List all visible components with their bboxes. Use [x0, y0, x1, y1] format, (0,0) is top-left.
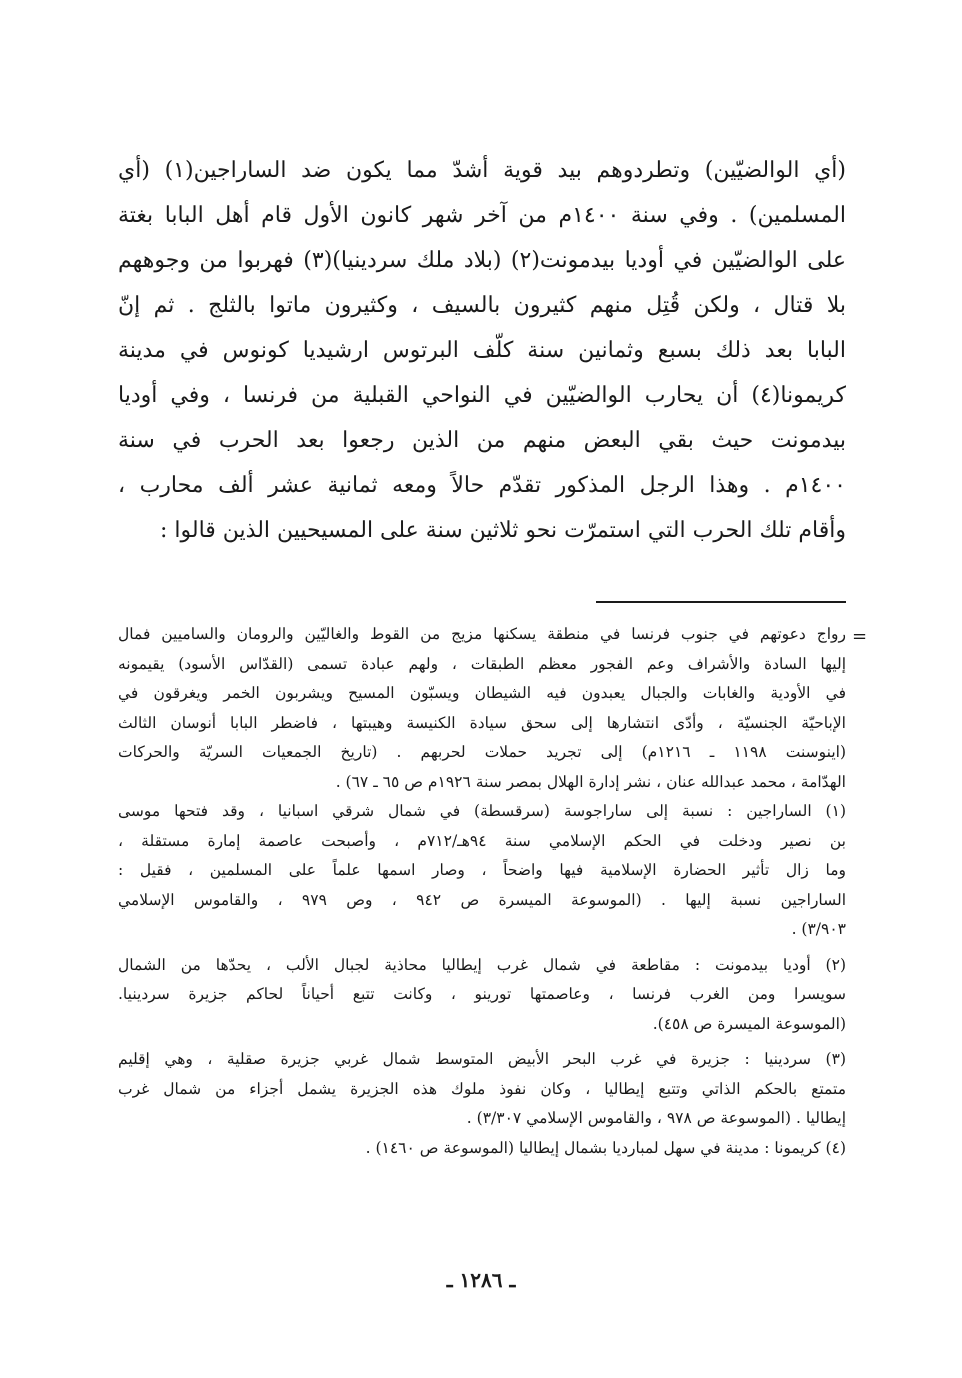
main-text-block [118, 148, 846, 553]
footnote-1 [118, 797, 846, 945]
footnote-4 [118, 1134, 846, 1164]
footnote-line: إليها السادة والأشراف وعم الفجور معظم الطبقات ، ولهم عبادة تسمى (القدّاس الأسود) يقيمونه [118, 654, 846, 673]
main-text-line: بيدمونت حيث بقي البعض منهم من الذين رجعوا بعد الحرب في سنة [118, 428, 846, 453]
footnote-line: (١) الساراجين : نسبة إلى ساراجوسة (سرقسطة) في شمال شرقي اسبانيا ، وقد فتحها موسى [118, 802, 846, 820]
footnote-line: ٣/٩٠٣) . [791, 920, 846, 938]
footnote-line: (٤) كريمونا : مدينة في سهل لمبارديا بشمال إيطاليا (الموسوعة ص ١٤٦٠) . [365, 1138, 846, 1157]
main-text-line: بلا قتال ، ولكن قُتِل منهم كثيرون بالسيف ، وكثيرون ماتوا بالثلج . ثم إنّ [118, 293, 846, 318]
footnote-line: الساراجين نسبة إليها . (الموسوعة الميسرة ص ٩٤٢ ، وص ٩٧٩ ، والقاموس الإسلامي [118, 890, 847, 909]
footnote-separator [596, 601, 846, 603]
footnote-line: متمتع بالحكم الذاتي وتتبع إيطاليا ، وكان نفوذ ملوك هذه الجزيرة يشمل أجزاء من شمال غرب [118, 1079, 846, 1098]
footnote-line: (اينوسنت ١١٩٨ ـ ١٢١٦م) إلى تجريد حملات لحربهم . (تاريخ الجمعيات السريّة والحركات [118, 743, 846, 761]
footnote-line: سويسرا ومن الغرب فرنسا ، وعاصمتها تورينو ، وكانت تتبع أحياناً لحاكم جزيرة سردينيا. [118, 985, 846, 1003]
footnote-line: (٣) سردينيا : جزيرة في غرب البحر الأبيض المتوسط شمال غربي جزيرة صقلية ، وهي إقليم [118, 1050, 846, 1068]
footnote-2 [118, 951, 846, 1040]
main-text-line: البابا بعد ذلك بسبع وثمانين سنة كلّف البرتوس ارشيديا كونوس في مدينة [118, 338, 846, 363]
footnote-line: وما زال تأثير الحضارة الإسلامية فيها واضحاً ، وصار اسمها علماً على المسلمين ، فقيل : [118, 861, 846, 879]
footnotes-block [118, 620, 846, 1163]
footnote-line: (٢) أوديا بيدمونت : مقاطعة في شمال غرب إيطاليا محاذية لجبال الألب ، يحدّها من الشمال [118, 955, 846, 974]
main-text-line: على الوالضيّين في أوديا بيدمونت(٢) (بلاد ملك سردينيا)(٣) فهربوا من وجوههم [118, 248, 846, 273]
main-text-line: (أي الوالضيّين) وتطردوهم بيد قوية أشدّ مما يكون ضد الساراجين(١) (أي [118, 158, 847, 183]
footnote-line: الإباحيّة الجنسيّة ، وأدّى انتشارها إلى سحق سيادة الكنيسة وهيبتها ، فاضطر البابا أنوسان الثالث [118, 713, 846, 732]
footnote-line: في الأودية والغابات والجبال يعبدون فيه الشيطان ويسبّون المسيح ويشربون الخمر ويغرقون في [118, 684, 846, 702]
footnote-line: الهدّامة ، محمد عبدالله عنان ، نشر إدارة الهلال بمصر سنة ١٩٢٦م ص ٦٥ ـ ٦٧) . [335, 772, 846, 791]
page-number: ـ ١٢٨٦ ـ [446, 1268, 516, 1292]
main-text-line: ١٤٠٠م . وهذا الرجل المذكور تقدّم حالاً ومعه ثمانية عشر ألف محارب ، [118, 473, 846, 498]
main-text-line: المسلمين) . وفي سنة ١٤٠٠م من آخر شهر كانون الأول قام أهل البابا بغتة [118, 203, 846, 228]
footnote-line: إيطاليا . (الموسوعة ص ٩٧٨ ، والقاموس الإسلامي ٣/٣٠٧) . [466, 1109, 846, 1127]
main-text-line: وأقام تلك الحرب التي استمرّت نحو ثلاثين سنة على المسيحيين الذين قالوا : [160, 518, 846, 543]
footnote-line: (الموسوعة الميسرة ص ٤٥٨). [652, 1014, 846, 1033]
main-text-line: كريمونا(٤) أن يحارب الوالضيّين في النواحي القبلية من فرنسا ، وفي أوديا [118, 383, 846, 408]
footnote-line: بن نصير ودخلت في الحكم الإسلامي سنة ٩٤هـ/٧١٢م ، وأصبحت عاصمة إمارة مستقلة ، [118, 831, 846, 850]
footnote-continuation-mark: = [852, 626, 868, 647]
footnote-3 [118, 1045, 846, 1134]
footnote-continuation [118, 620, 846, 797]
footnote-line: رواج دعوتهم في جنوب فرنسا في منطقة يسكنها مزيج من القوط والغاليّين والرومان والساميين فمال [118, 625, 846, 643]
